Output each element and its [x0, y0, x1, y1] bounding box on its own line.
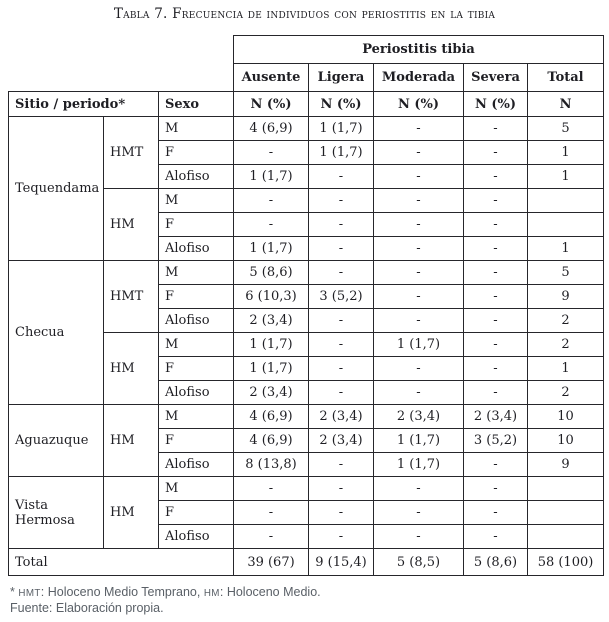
cell-ausente: -: [234, 141, 309, 165]
cell-total: 1: [528, 237, 604, 261]
cell-moderada: 1 (1,7): [374, 333, 464, 357]
cell-ligera: -: [309, 381, 374, 405]
cell-total: [528, 501, 604, 525]
cell-total: 2: [528, 381, 604, 405]
cell-total: [528, 477, 604, 501]
site-cell: Tequendama: [9, 117, 104, 261]
cell-severa: -: [464, 525, 528, 549]
cell-moderada: -: [374, 237, 464, 261]
cell-total: 2: [528, 309, 604, 333]
period-cell: HM: [104, 189, 159, 261]
cell-severa: 2 (3,4): [464, 405, 528, 429]
cell-ligera: 3 (5,2): [309, 285, 374, 309]
footnote-marker: *: [10, 585, 19, 599]
cell-total: [528, 213, 604, 237]
footnote-source: Fuente: Elaboración propia.: [10, 601, 164, 615]
cell-severa: 3 (5,2): [464, 429, 528, 453]
cell-ligera: -: [309, 213, 374, 237]
col-header-total: Total: [528, 64, 604, 92]
cell-moderada: -: [374, 501, 464, 525]
col-header-npct-ausente: N (%): [234, 92, 309, 117]
footnote-hm-text: : Holoceno Medio.: [219, 585, 321, 599]
cell-ligera: -: [309, 165, 374, 189]
cell-total: 1: [528, 357, 604, 381]
sexo-cell: F: [159, 141, 234, 165]
sexo-cell: M: [159, 117, 234, 141]
sexo-cell: M: [159, 189, 234, 213]
cell-moderada: 1 (1,7): [374, 429, 464, 453]
table-row: [9, 405, 604, 429]
cell-moderada: -: [374, 213, 464, 237]
footnote-abbreviations: [10, 585, 609, 601]
cell-total: 5: [528, 261, 604, 285]
cell-total: [528, 525, 604, 549]
sexo-cell: Alofiso: [159, 453, 234, 477]
header-blank-cell: [9, 64, 234, 92]
cell-total: 10: [528, 429, 604, 453]
col-header-severa: Severa: [464, 64, 528, 92]
cell-moderada: -: [374, 381, 464, 405]
total-moderada-cell: 5 (8,5): [374, 549, 464, 576]
total-ligera-cell: 9 (15,4): [309, 549, 374, 576]
cell-ligera: 2 (3,4): [309, 405, 374, 429]
cell-ausente: 8 (13,8): [234, 453, 309, 477]
cell-moderada: -: [374, 357, 464, 381]
cell-moderada: -: [374, 285, 464, 309]
col-header-sitio-periodo: Sitio / periodo*: [9, 92, 159, 117]
cell-ligera: -: [309, 477, 374, 501]
cell-ausente: 4 (6,9): [234, 405, 309, 429]
period-cell: HM: [104, 333, 159, 405]
sexo-cell: F: [159, 429, 234, 453]
table-row: [9, 261, 604, 285]
cell-total: 9: [528, 453, 604, 477]
cell-ausente: -: [234, 501, 309, 525]
cell-ausente: -: [234, 189, 309, 213]
cell-severa: -: [464, 285, 528, 309]
period-cell: HM: [104, 405, 159, 477]
sexo-cell: F: [159, 357, 234, 381]
cell-ligera: 2 (3,4): [309, 429, 374, 453]
cell-ligera: -: [309, 189, 374, 213]
cell-severa: -: [464, 213, 528, 237]
table-row: [9, 117, 604, 141]
cell-ligera: 1 (1,7): [309, 117, 374, 141]
total-n-cell: 58 (100): [528, 549, 604, 576]
cell-moderada: -: [374, 477, 464, 501]
cell-severa: -: [464, 333, 528, 357]
table-title: Tabla 7. Frecuencia de individuos con periostitis en la tibia: [113, 6, 496, 22]
sexo-cell: Alofiso: [159, 381, 234, 405]
cell-severa: -: [464, 381, 528, 405]
sexo-cell: M: [159, 333, 234, 357]
cell-severa: -: [464, 453, 528, 477]
cell-ausente: 4 (6,9): [234, 429, 309, 453]
sexo-cell: F: [159, 213, 234, 237]
abbr-hm: HM: [203, 588, 220, 599]
cell-total: [528, 189, 604, 213]
site-cell: Vista Hermosa: [9, 477, 104, 549]
sexo-cell: F: [159, 501, 234, 525]
cell-severa: -: [464, 309, 528, 333]
cell-total: 5: [528, 117, 604, 141]
cell-moderada: -: [374, 309, 464, 333]
footnote-hmt-text: : Holoceno Medio Temprano,: [40, 585, 204, 599]
total-row: [9, 549, 604, 576]
header-row-units: [9, 92, 604, 117]
cell-ausente: 1 (1,7): [234, 237, 309, 261]
sexo-cell: M: [159, 405, 234, 429]
cell-ausente: 5 (8,6): [234, 261, 309, 285]
col-header-moderada: Moderada: [374, 64, 464, 92]
cell-total: 2: [528, 333, 604, 357]
cell-ligera: -: [309, 309, 374, 333]
sexo-cell: Alofiso: [159, 309, 234, 333]
cell-severa: -: [464, 237, 528, 261]
cell-ausente: -: [234, 477, 309, 501]
cell-ligera: -: [309, 357, 374, 381]
cell-ligera: -: [309, 333, 374, 357]
sexo-cell: Alofiso: [159, 525, 234, 549]
site-cell: Checua: [9, 261, 104, 405]
cell-ausente: -: [234, 525, 309, 549]
col-header-npct-severa: N (%): [464, 92, 528, 117]
cell-severa: -: [464, 189, 528, 213]
cell-ligera: -: [309, 453, 374, 477]
cell-ausente: 2 (3,4): [234, 309, 309, 333]
col-header-sexo: Sexo: [159, 92, 234, 117]
cell-severa: -: [464, 261, 528, 285]
cell-ligera: -: [309, 237, 374, 261]
cell-severa: -: [464, 141, 528, 165]
col-header-ligera: Ligera: [309, 64, 374, 92]
cell-total: 9: [528, 285, 604, 309]
group-header-periostitis-tibia: Periostitis tibia: [234, 36, 604, 64]
cell-severa: -: [464, 501, 528, 525]
cell-ausente: 1 (1,7): [234, 165, 309, 189]
total-label-cell: Total: [9, 549, 234, 576]
sexo-cell: Alofiso: [159, 237, 234, 261]
period-cell: HM: [104, 477, 159, 549]
cell-total: 1: [528, 141, 604, 165]
cell-moderada: 1 (1,7): [374, 453, 464, 477]
cell-moderada: -: [374, 165, 464, 189]
period-cell: HMT: [104, 117, 159, 189]
sexo-cell: M: [159, 477, 234, 501]
cell-moderada: -: [374, 117, 464, 141]
cell-total: 1: [528, 165, 604, 189]
cell-ligera: -: [309, 261, 374, 285]
cell-ligera: 1 (1,7): [309, 141, 374, 165]
sexo-cell: M: [159, 261, 234, 285]
cell-ausente: 2 (3,4): [234, 381, 309, 405]
cell-ligera: -: [309, 501, 374, 525]
header-row-group: [9, 36, 604, 64]
cell-moderada: 2 (3,4): [374, 405, 464, 429]
period-cell: HMT: [104, 261, 159, 333]
header-blank-cell: [9, 36, 234, 64]
total-ausente-cell: 39 (67): [234, 549, 309, 576]
cell-moderada: -: [374, 189, 464, 213]
cell-severa: -: [464, 357, 528, 381]
site-cell: Aguazuque: [9, 405, 104, 477]
table-row: [9, 477, 604, 501]
col-header-npct-ligera: N (%): [309, 92, 374, 117]
cell-ausente: 6 (10,3): [234, 285, 309, 309]
cell-moderada: -: [374, 261, 464, 285]
cell-severa: -: [464, 477, 528, 501]
cell-ligera: -: [309, 525, 374, 549]
periostitis-frequency-table: [8, 35, 604, 576]
col-header-n-total: N: [528, 92, 604, 117]
cell-ausente: -: [234, 213, 309, 237]
header-row-severity: [9, 64, 604, 92]
cell-total: 10: [528, 405, 604, 429]
abbr-hmt: HMT: [18, 588, 41, 599]
total-severa-cell: 5 (8,6): [464, 549, 528, 576]
cell-ausente: 1 (1,7): [234, 357, 309, 381]
sexo-cell: F: [159, 285, 234, 309]
col-header-ausente: Ausente: [234, 64, 309, 92]
col-header-npct-moderada: N (%): [374, 92, 464, 117]
footnotes: [10, 585, 609, 616]
cell-severa: -: [464, 117, 528, 141]
cell-moderada: -: [374, 525, 464, 549]
cell-ausente: 1 (1,7): [234, 333, 309, 357]
sexo-cell: Alofiso: [159, 165, 234, 189]
cell-moderada: -: [374, 141, 464, 165]
cell-severa: -: [464, 165, 528, 189]
cell-ausente: 4 (6,9): [234, 117, 309, 141]
